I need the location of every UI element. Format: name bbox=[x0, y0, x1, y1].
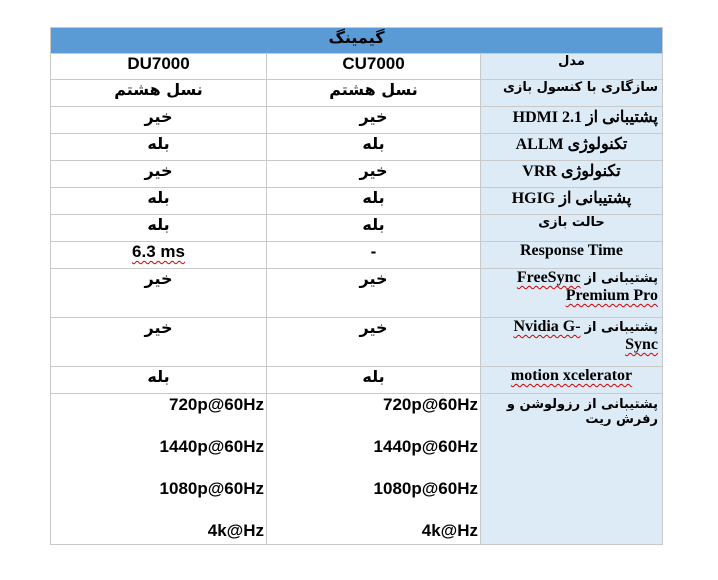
model-label: مدل bbox=[481, 54, 663, 80]
row-label-term: Nvidia G-Sync bbox=[513, 318, 658, 353]
cell-du: خیر bbox=[51, 269, 267, 318]
table-row bbox=[51, 318, 663, 367]
cell-cu: بله bbox=[267, 215, 481, 242]
row-label: پشتیبانی از HDMI 2.1 bbox=[481, 107, 663, 134]
row-label: پشتیبانی از HGIG bbox=[481, 188, 663, 215]
table-header-row bbox=[51, 54, 663, 80]
model-du: DU7000 bbox=[51, 54, 267, 80]
cell-cu: - bbox=[267, 242, 481, 269]
cell-cu: نسل هشتم bbox=[267, 80, 481, 107]
table-row bbox=[51, 188, 663, 215]
cell-cu: خیر bbox=[267, 269, 481, 318]
row-label-prefix: پشتیبانی از bbox=[584, 320, 658, 335]
cell-cu: خیر bbox=[267, 318, 481, 367]
cell-cu bbox=[267, 394, 481, 545]
cell-du bbox=[51, 394, 267, 545]
row-label-prefix: پشتیبانی از bbox=[584, 271, 658, 286]
row-label bbox=[481, 318, 663, 367]
cell-cu: خیر bbox=[267, 161, 481, 188]
cell-du: خیر bbox=[51, 107, 267, 134]
table-title-row bbox=[51, 28, 663, 54]
table-title: گیمینگ bbox=[51, 28, 663, 54]
resolution-item: 4k@Hz bbox=[421, 521, 478, 540]
table-row bbox=[51, 134, 663, 161]
cell-cu: خیر bbox=[267, 107, 481, 134]
row-label-term: FreeSync Premium Pro bbox=[516, 269, 658, 304]
resolution-item: 1080p@60Hz bbox=[159, 479, 264, 498]
row-label: تکنولوژی VRR bbox=[481, 161, 663, 188]
table-row bbox=[51, 215, 663, 242]
resolution-item: 720p@60Hz bbox=[382, 395, 478, 414]
row-label: تکنولوژی ALLM bbox=[481, 134, 663, 161]
resolution-item: 1440p@60Hz bbox=[159, 437, 264, 456]
row-label-term: motion xcelerator bbox=[510, 367, 633, 384]
resolution-item: 1080p@60Hz bbox=[373, 479, 478, 498]
row-label: سازگاری با کنسول بازی bbox=[481, 80, 663, 107]
table-row bbox=[51, 269, 663, 318]
cell-du: بله bbox=[51, 367, 267, 394]
table-row bbox=[51, 107, 663, 134]
row-label bbox=[481, 367, 663, 394]
table-row bbox=[51, 394, 663, 545]
cell-du: نسل هشتم bbox=[51, 80, 267, 107]
table-row bbox=[51, 242, 663, 269]
table-row bbox=[51, 80, 663, 107]
cell-du-text: 6.3 ms bbox=[132, 242, 185, 261]
row-label: پشتیبانی از رزولوشن و رفرش ریت bbox=[481, 394, 663, 545]
cell-cu: بله bbox=[267, 188, 481, 215]
gaming-spec-table bbox=[50, 27, 663, 545]
cell-du bbox=[51, 242, 267, 269]
table-row bbox=[51, 161, 663, 188]
resolution-item: 4k@Hz bbox=[207, 521, 264, 540]
row-label bbox=[481, 269, 663, 318]
cell-cu: بله bbox=[267, 367, 481, 394]
cell-du: بله bbox=[51, 188, 267, 215]
cell-du: خیر bbox=[51, 161, 267, 188]
row-label: Response Time bbox=[481, 242, 663, 269]
row-label: حالت بازی bbox=[481, 215, 663, 242]
table-row bbox=[51, 367, 663, 394]
resolution-item: 720p@60Hz bbox=[168, 395, 264, 414]
cell-cu: بله bbox=[267, 134, 481, 161]
resolution-item: 1440p@60Hz bbox=[373, 437, 478, 456]
model-cu: CU7000 bbox=[267, 54, 481, 80]
cell-du: بله bbox=[51, 215, 267, 242]
cell-du: بله bbox=[51, 134, 267, 161]
cell-du: خیر bbox=[51, 318, 267, 367]
